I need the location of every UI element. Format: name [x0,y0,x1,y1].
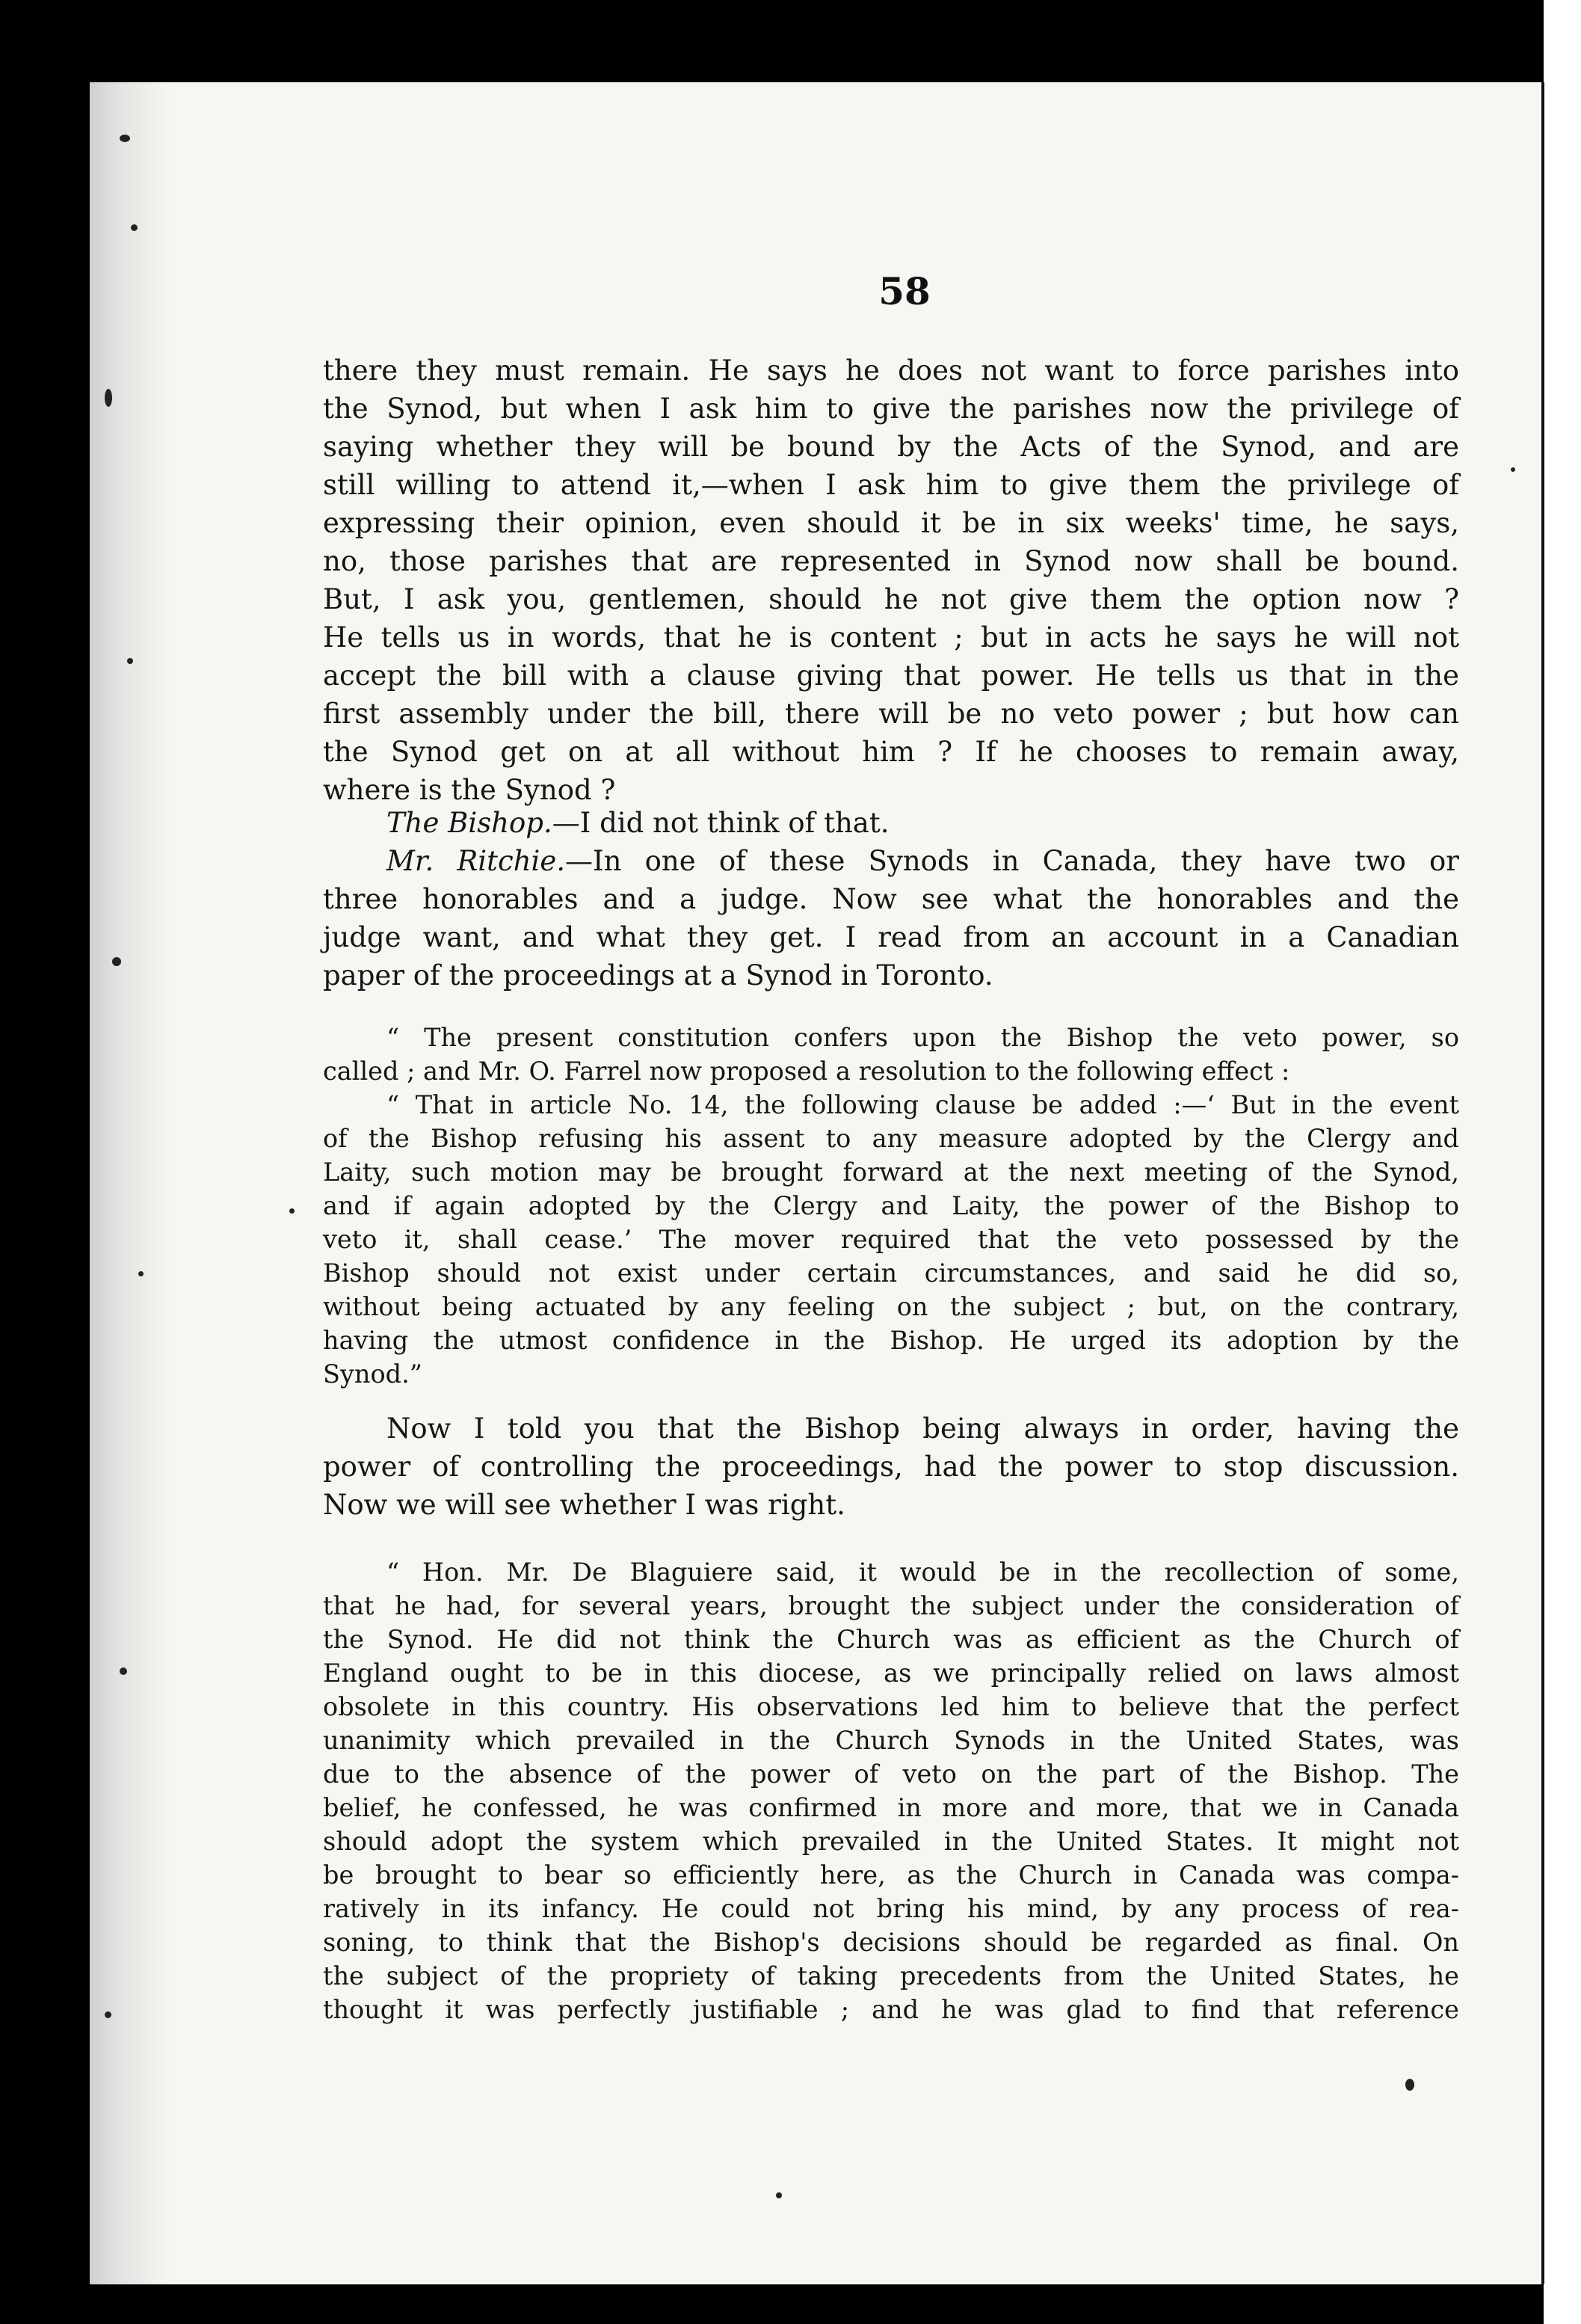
text-line: accept the bill with a clause giving that power. He tells us that in the [323,660,1459,692]
text-line: without being actuated by any feeling on the subject ; but, on the contrary, [323,1292,1459,1321]
text-line: But, I ask you, gentlemen, should he not give them the option now ? [323,583,1459,615]
quoted-resolution [323,1088,1459,1391]
text-line: Synod.” [323,1359,422,1389]
text-line: of the Bishop refusing his assent to any measure adopted by the Clergy and [323,1124,1459,1153]
text-line: power of controlling the proceedings, had the power to stop discussion. [323,1451,1459,1483]
text-line: unanimity which prevailed in the Church Synods in the United States, was [323,1726,1459,1755]
text-line: there they must remain. He says he does not want to force parishes into [323,354,1459,387]
text-line: first assembly under the bill, there will be no veto power ; but how can [323,698,1459,730]
paragraph [323,1410,1459,1524]
text-line: and if again adopted by the Clergy and Laity, the power of the Bishop to [323,1191,1459,1220]
text-line: Now I told you that the Bishop being always in order, having the [386,1412,1459,1445]
text-line: be brought to bear so efficiently here, as the Church in Canada was compa- [323,1860,1459,1890]
text-line: where is the Synod ? [323,774,616,806]
ritchie-speech [323,842,1459,995]
speech-text: —I did not think of that. [552,807,890,839]
text-line: He tells us in words, that he is content ; but in acts he says he will not [323,621,1459,654]
paragraph-continuation [323,351,1459,809]
text-line: called ; and Mr. O. Farrel now proposed a resolution to the following effect : [323,1057,1290,1086]
speck-mark [289,1208,295,1214]
text-line: due to the absence of the power of veto on the part of the Bishop. The [323,1759,1459,1789]
page-fold-line [1541,82,1544,2284]
speck-mark [105,389,112,407]
text-line: Laity, such motion may be brought forward at the next meeting of the Synod, [323,1158,1459,1187]
bishop-reply [323,804,1459,842]
text-line [323,842,1459,880]
text-line: England ought to be in this diocese, as we principally relied on laws almost [323,1659,1459,1688]
text-line: still willing to attend it,—when I ask him to give them the privilege of [323,469,1459,501]
text-line: saying whether they will be bound by the Acts of the Synod, and are [323,431,1459,463]
text-line: that he had, for several years, brought the subject under the consideration of [323,1591,1459,1620]
quoted-passage [323,1021,1459,1088]
text-line: ratively in its infancy. He could not bring his mind, by any process of rea- [323,1894,1459,1923]
speck-mark [131,224,138,231]
speck-mark [120,1667,127,1675]
text-line: paper of the proceedings at a Synod in Toronto. [323,959,993,992]
text-line: Bishop should not exist under certain circumstances, and said he did so, [323,1258,1459,1288]
speech-text: —In one of these Synods in Canada, they have two or [565,845,1459,877]
text-line: judge want, and what they get. I read from an account in a Canadian [323,921,1459,953]
binding-gutter [90,82,172,2284]
text-line: belief, he confessed, he was confirmed in more and more, that we in Canada [323,1793,1459,1822]
speck-mark [127,658,133,664]
text-line: “ Hon. Mr. De Blaguiere said, it would be in the recollection of some, [386,1558,1459,1587]
text-line: expressing their opinion, even should it be in six weeks' time, he says, [323,507,1459,539]
text-line: the Synod, but when I ask him to give the parishes now the privilege of [323,393,1459,425]
text-line: the subject of the propriety of taking precedents from the United States, he [323,1961,1459,1991]
speaker-name: The Bishop. [386,807,552,839]
text-line: three honorables and a judge. Now see what the honorables and the [323,883,1459,915]
speck-mark [1511,467,1515,472]
text-line: “ That in article No. 14, the following clause be added :—‘ But in the event [386,1090,1459,1119]
quoted-passage [323,1555,1459,2026]
text-line: obsolete in this country. His observations led him to believe that the perfect [323,1692,1459,1721]
speck-mark [112,957,121,966]
speck-mark [1405,2079,1414,2091]
text-line [323,804,1459,842]
speck-mark [120,135,130,142]
speck-mark [138,1271,144,1276]
text-line: no, those parishes that are represented in Synod now shall be bound. [323,545,1459,577]
page-number: 58 [878,269,931,313]
speck-mark [105,2011,111,2018]
facing-page-edge [1544,0,1581,2324]
speaker-name: Mr. Ritchie. [386,845,566,877]
speck-mark [776,2192,782,2198]
text-line: the Synod get on at all without him ? If he chooses to remain away, [323,736,1459,768]
text-line: soning, to think that the Bishop's decisions should be regarded as final. On [323,1928,1459,1957]
text-line: the Synod. He did not think the Church was as efficient as the Church of [323,1625,1459,1654]
text-line: Now we will see whether I was right. [323,1489,845,1521]
text-line: having the utmost confidence in the Bishop. He urged its adoption by the [323,1326,1459,1355]
text-line: veto it, shall cease.’ The mover required that the veto possessed by the [323,1225,1459,1254]
text-line: should adopt the system which prevailed in the United States. It might not [323,1827,1459,1856]
text-line: thought it was perfectly justifiable ; and he was glad to find that reference [323,1995,1459,2024]
text-line: “ The present constitution confers upon the Bishop the veto power, so [386,1023,1459,1052]
